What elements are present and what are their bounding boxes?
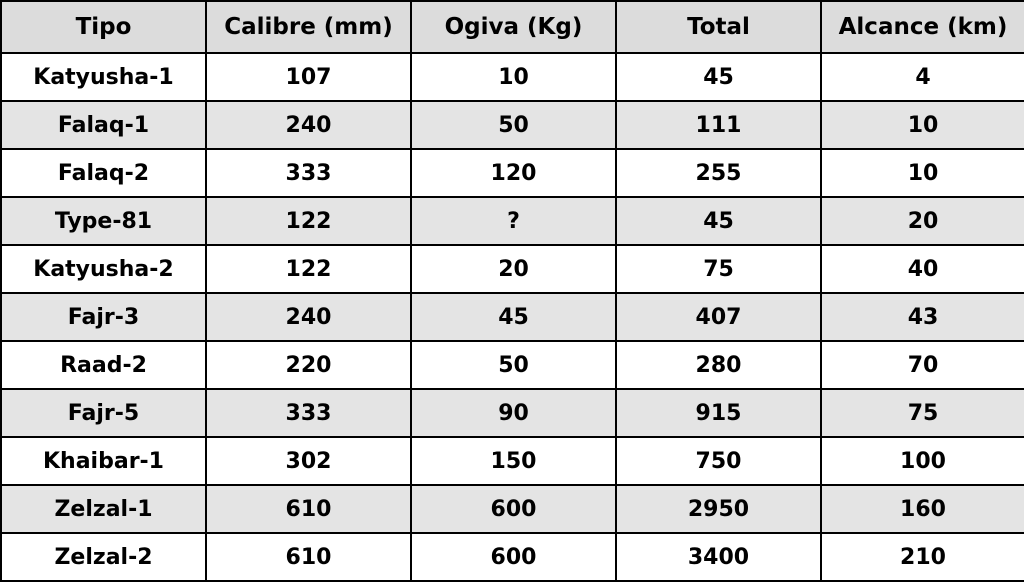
column-header-ogiva: Ogiva (Kg): [411, 1, 616, 53]
cell-total: 280: [616, 341, 821, 389]
cell-ogiva: 90: [411, 389, 616, 437]
cell-tipo: Falaq-2: [1, 149, 206, 197]
cell-calibre: 240: [206, 293, 411, 341]
cell-total: 3400: [616, 533, 821, 581]
column-header-alcance: Alcance (km): [821, 1, 1024, 53]
cell-total: 750: [616, 437, 821, 485]
cell-tipo: Katyusha-2: [1, 245, 206, 293]
cell-tipo: Zelzal-2: [1, 533, 206, 581]
column-header-tipo: Tipo: [1, 1, 206, 53]
cell-calibre: 240: [206, 101, 411, 149]
table-row: [1, 533, 1024, 581]
cell-ogiva: 50: [411, 341, 616, 389]
column-header-total: Total: [616, 1, 821, 53]
cell-ogiva: 600: [411, 533, 616, 581]
table-header-row: [1, 1, 1024, 53]
cell-alcance: 40: [821, 245, 1024, 293]
cell-total: 2950: [616, 485, 821, 533]
cell-ogiva: 10: [411, 53, 616, 101]
cell-calibre: 610: [206, 533, 411, 581]
cell-alcance: 75: [821, 389, 1024, 437]
cell-tipo: Raad-2: [1, 341, 206, 389]
table-row: [1, 149, 1024, 197]
cell-ogiva: 120: [411, 149, 616, 197]
cell-ogiva: ?: [411, 197, 616, 245]
cell-calibre: 302: [206, 437, 411, 485]
cell-alcance: 20: [821, 197, 1024, 245]
cell-calibre: 220: [206, 341, 411, 389]
cell-ogiva: 45: [411, 293, 616, 341]
table-row: [1, 293, 1024, 341]
table-body: [1, 53, 1024, 581]
cell-alcance: 4: [821, 53, 1024, 101]
cell-tipo: Falaq-1: [1, 101, 206, 149]
table-row: [1, 341, 1024, 389]
cell-tipo: Fajr-3: [1, 293, 206, 341]
cell-total: 255: [616, 149, 821, 197]
cell-tipo: Katyusha-1: [1, 53, 206, 101]
table-row: [1, 53, 1024, 101]
cell-tipo: Fajr-5: [1, 389, 206, 437]
cell-ogiva: 50: [411, 101, 616, 149]
cell-alcance: 210: [821, 533, 1024, 581]
table-row: [1, 101, 1024, 149]
table-row: [1, 485, 1024, 533]
cell-total: 915: [616, 389, 821, 437]
table-header: [1, 1, 1024, 53]
table-row: [1, 389, 1024, 437]
cell-ogiva: 600: [411, 485, 616, 533]
cell-total: 75: [616, 245, 821, 293]
column-header-calibre: Calibre (mm): [206, 1, 411, 53]
cell-alcance: 10: [821, 101, 1024, 149]
cell-calibre: 122: [206, 245, 411, 293]
cell-total: 407: [616, 293, 821, 341]
table-row: [1, 197, 1024, 245]
cell-calibre: 333: [206, 149, 411, 197]
cell-tipo: Zelzal-1: [1, 485, 206, 533]
cell-total: 45: [616, 53, 821, 101]
cell-alcance: 10: [821, 149, 1024, 197]
cell-calibre: 333: [206, 389, 411, 437]
cell-ogiva: 150: [411, 437, 616, 485]
cell-alcance: 100: [821, 437, 1024, 485]
cell-ogiva: 20: [411, 245, 616, 293]
table-row: [1, 245, 1024, 293]
cell-total: 45: [616, 197, 821, 245]
cell-calibre: 107: [206, 53, 411, 101]
cell-tipo: Type-81: [1, 197, 206, 245]
table-row: [1, 437, 1024, 485]
cell-tipo: Khaibar-1: [1, 437, 206, 485]
cell-alcance: 160: [821, 485, 1024, 533]
cell-calibre: 610: [206, 485, 411, 533]
cell-calibre: 122: [206, 197, 411, 245]
cell-alcance: 70: [821, 341, 1024, 389]
cell-alcance: 43: [821, 293, 1024, 341]
cell-total: 111: [616, 101, 821, 149]
